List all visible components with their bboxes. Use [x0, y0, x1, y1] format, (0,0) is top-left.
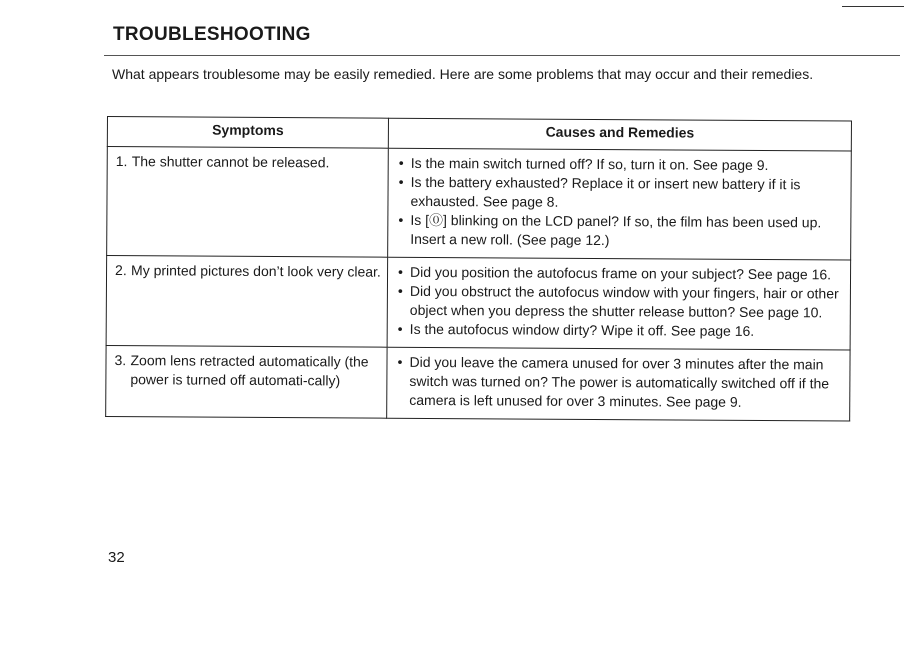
- cause-item: • Did you position the autofocus frame on your subject? See page 16.: [396, 263, 844, 285]
- cause-item: • Did you obstruct the autofocus window with your fingers, hair or other object when you depress the shutter release button? See page 10.: [396, 282, 844, 323]
- table-row: [106, 256, 851, 351]
- symptom-number: 1.: [115, 153, 128, 170]
- causes-cell: [387, 257, 851, 350]
- cause-item: • Is the battery exhausted? Replace it or insert new battery if it is exhausted. See page 8.: [396, 173, 844, 214]
- cause-item: • Did you leave the camera unused for over 3 minutes after the main switch was turned on? The power is automatically switched off if the camera is left unused for over 3 minutes. See page 9.: [395, 353, 843, 413]
- table-row: [107, 147, 852, 261]
- symptom-cell: [106, 345, 387, 418]
- intro-paragraph: What appears troublesome may be easily remedied. Here are some problems that may occur and their remedies.: [112, 66, 814, 82]
- cause-item: • Is [⓪] blinking on the LCD panel? If so, the film has been used up. Insert a new roll. (See page 12.): [396, 211, 844, 252]
- symptom-text: Zoom lens retracted automatically (the power is turned off automati-cally): [130, 352, 369, 389]
- causes-list: [396, 263, 844, 342]
- cause-item: • Is the autofocus window dirty? Wipe it off. See page 16.: [396, 320, 844, 342]
- symptom-text: My printed pictures don’t look very clear.: [131, 262, 381, 280]
- page-number: 32: [108, 549, 125, 566]
- top-right-rule: [842, 6, 904, 7]
- symptom-number: 3.: [114, 352, 127, 369]
- title-divider: [104, 55, 900, 56]
- page-title: TROUBLESHOOTING: [113, 24, 311, 45]
- causes-list: [396, 154, 845, 252]
- causes-header: Causes and Remedies: [388, 118, 851, 151]
- symptoms-header: Symptoms: [107, 117, 388, 149]
- cause-item: • Is the main switch turned off? If so, turn it on. See page 9.: [397, 154, 845, 176]
- symptom-number: 2.: [115, 262, 127, 279]
- causes-cell: [388, 148, 852, 260]
- troubleshooting-table: [105, 116, 852, 422]
- symptom-cell: [106, 256, 388, 348]
- symptom-text: The shutter cannot be released.: [131, 153, 330, 171]
- table-row: [106, 345, 850, 421]
- causes-cell: [387, 347, 850, 421]
- causes-list: [395, 353, 843, 413]
- symptom-cell: [107, 147, 389, 258]
- table-header-row: [107, 117, 851, 152]
